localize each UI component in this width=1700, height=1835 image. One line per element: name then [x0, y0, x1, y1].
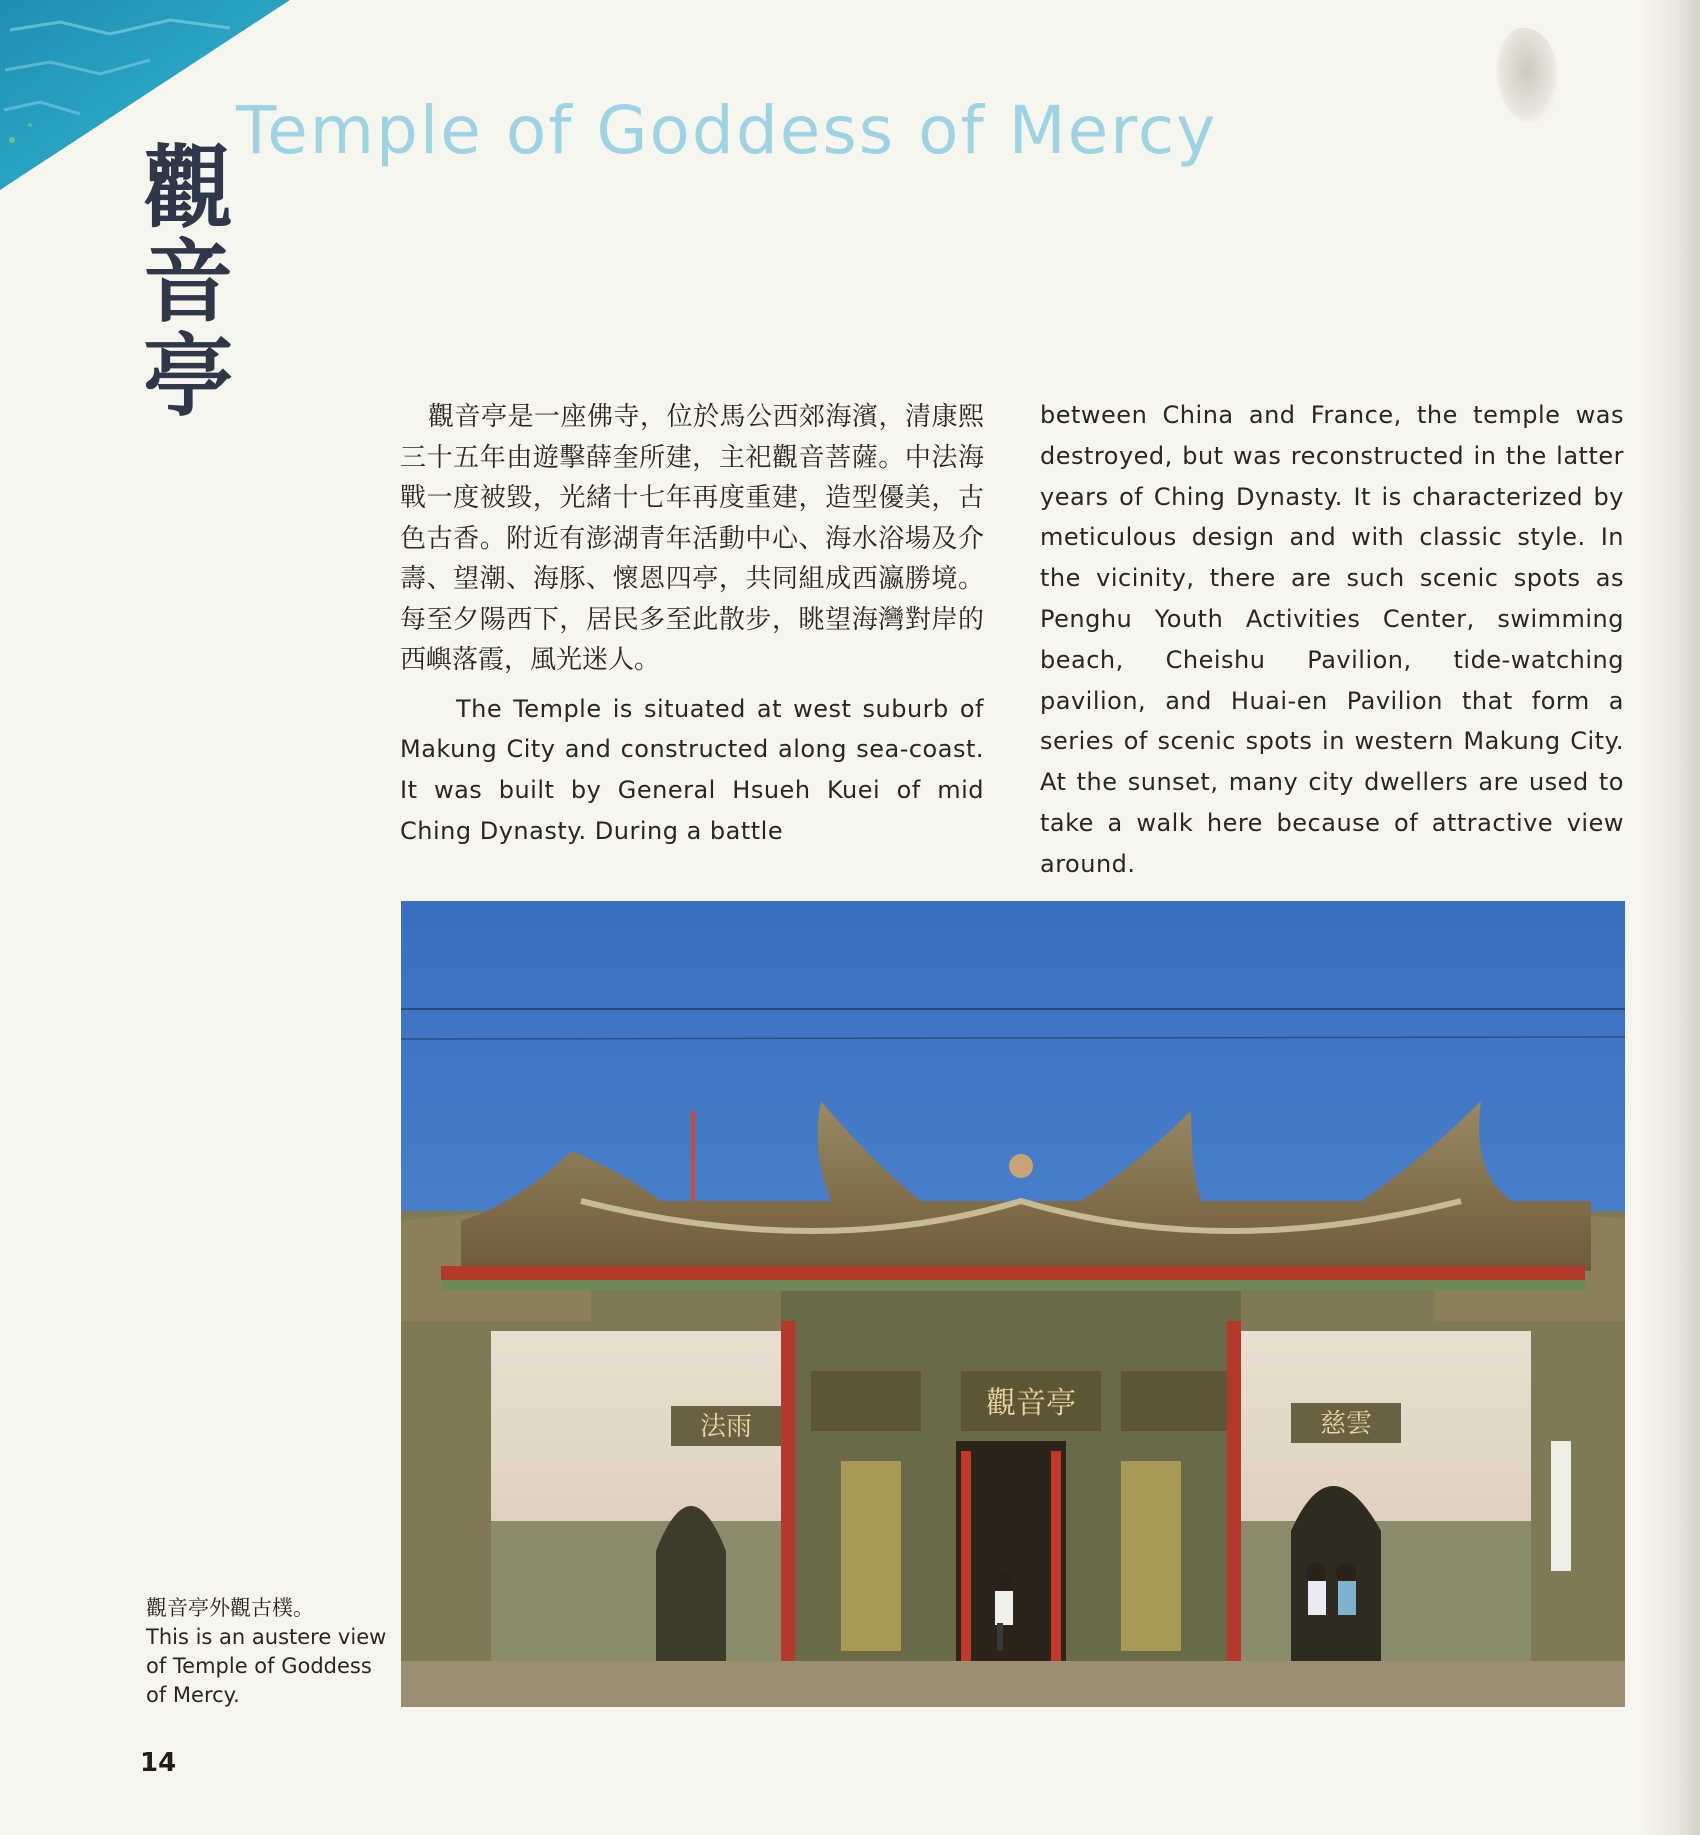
left-text-column — [400, 397, 984, 852]
paper-stain — [1496, 28, 1558, 123]
plaque-left-text: 法雨 — [699, 1412, 753, 1442]
vertical-title-text: 觀音亭 — [127, 140, 233, 422]
photo-caption — [146, 1594, 396, 1710]
right-text-column — [1040, 395, 1624, 885]
temple-photo — [401, 901, 1625, 1707]
page-spine-shadow — [1640, 0, 1700, 1835]
caption-chinese: 觀音亭外觀古樸。 — [146, 1596, 314, 1620]
caption-english: This is an austere view of Temple of Goddess of Mercy. — [146, 1625, 387, 1707]
plaque-right-text: 慈雲 — [1319, 1409, 1373, 1439]
english-paragraph-start: The Temple is situated at west suburb of Makung City and constructed along sea-coast. It was built by General Hsueh Kuei of mid Ching Dynasty. During a battle — [400, 694, 984, 845]
page-number: 14 — [140, 1748, 177, 1778]
vertical-chinese-title — [127, 140, 233, 422]
english-paragraph-continued: between China and France, the temple was destroyed, but was reconstructed in the latter years of Ching Dynasty. It is characterized by meticulous design and with classic style. In the vicinity, there are such scenic spots as Penghu Youth Activities Center, swimming beach, Cheishu Pavilion, tide-watching pavilion, and Huai-en Pavilion that form a series of scenic spots in western Makung City. At the sunset, many city dwellers are used to take a walk here because of attractive view around. — [1040, 401, 1624, 878]
plaque-center-text: 觀音亭 — [986, 1386, 1076, 1421]
page-title: Temple of Goddess of Mercy — [236, 92, 1218, 169]
chinese-paragraph: 觀音亭是一座佛寺，位於馬公西郊海濱，清康熙三十五年由遊擊薛奎所建，主祀觀音菩薩。中法海戰一度被毀，光緒十七年再度重建，造型優美，古色古香。附近有澎湖青年活動中心、海水浴場及介壽、望潮、海豚、懷恩四亭，共同組成西瀛勝境。每至夕陽西下，居民多至此散步，眺望海灣對岸的西嶼落霞，風光迷人。 — [400, 402, 984, 675]
